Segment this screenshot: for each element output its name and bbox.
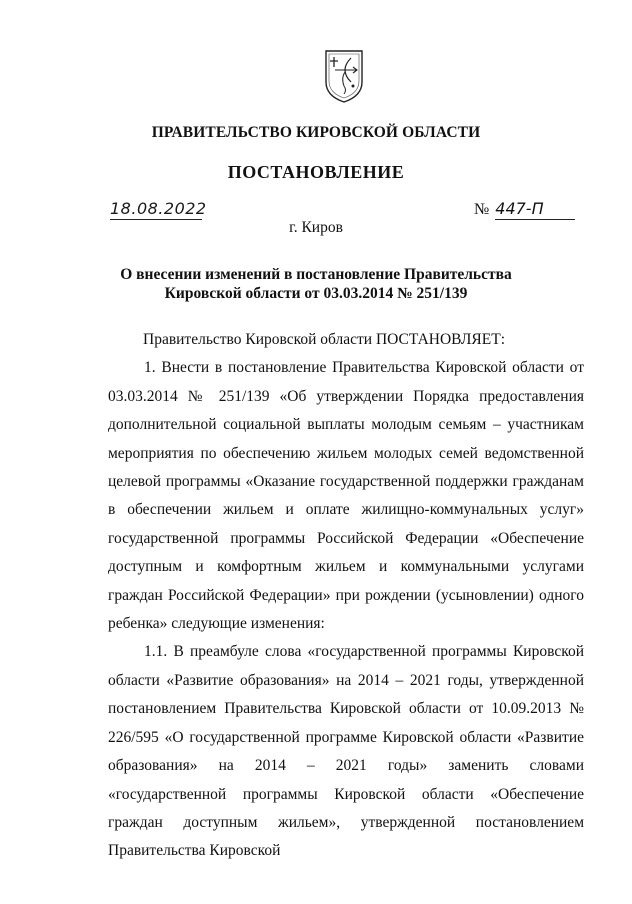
coat-of-arms-icon (323, 48, 365, 104)
number-sign: № (474, 201, 490, 218)
document-body (108, 326, 584, 866)
number-value: 447-П (495, 199, 575, 220)
city-line: г. Киров (289, 219, 343, 236)
resolution-line: Правительство Кировской области ПОСТАНОВЛЯЕТ: (143, 331, 506, 348)
organization-title: ПРАВИТЕЛЬСТВО КИРОВСКОЙ ОБЛАСТИ (151, 124, 481, 141)
document-subject (0, 265, 632, 303)
document-number (474, 199, 584, 220)
document-type-title: ПОСТАНОВЛЕНИЕ (227, 162, 405, 182)
paragraph-1-1: 1.1. В преамбуле слова «государственной программы Кировской области «Развитие образования» на 2014 – 2021 годы, утвержденной постановлением Правительства Кировской области от 10.09.2013 № 226/595 «О государственной программе Кировской области «Развитие образования» на 2014 – 2021 годы» заменить словами «государственной программы Кировской области «Обеспечение граждан доступным жильем», утвержденной постановлением Правительства Кировской (108, 643, 584, 860)
paragraph-1: 1. Внести в постановление Правительства Кировской области от 03.03.2014 № 251/139 «Об утверждении Порядка предоставления дополнительной социальной выплаты молодым семьям – участникам мероприятия по обеспечению жильем молодых семей ведомственной целевой программы «Оказание государственной поддержки гражданам в обеспечении жильем и оплате жилищно-коммунальных услуг» государственной программы Российской Федерации «Обеспечение доступным и комфортным жильем и коммунальными услугами граждан Российской Федерации» при рождении (усыновлении) одного ребенка» следующие изменения: (108, 359, 584, 633)
document-date: 18.08.2022 (110, 199, 207, 218)
subject-line-1: О внесении изменений в постановление Правительства (120, 266, 512, 283)
subject-line-2: Кировской области от 03.03.2014 № 251/139 (164, 285, 468, 302)
